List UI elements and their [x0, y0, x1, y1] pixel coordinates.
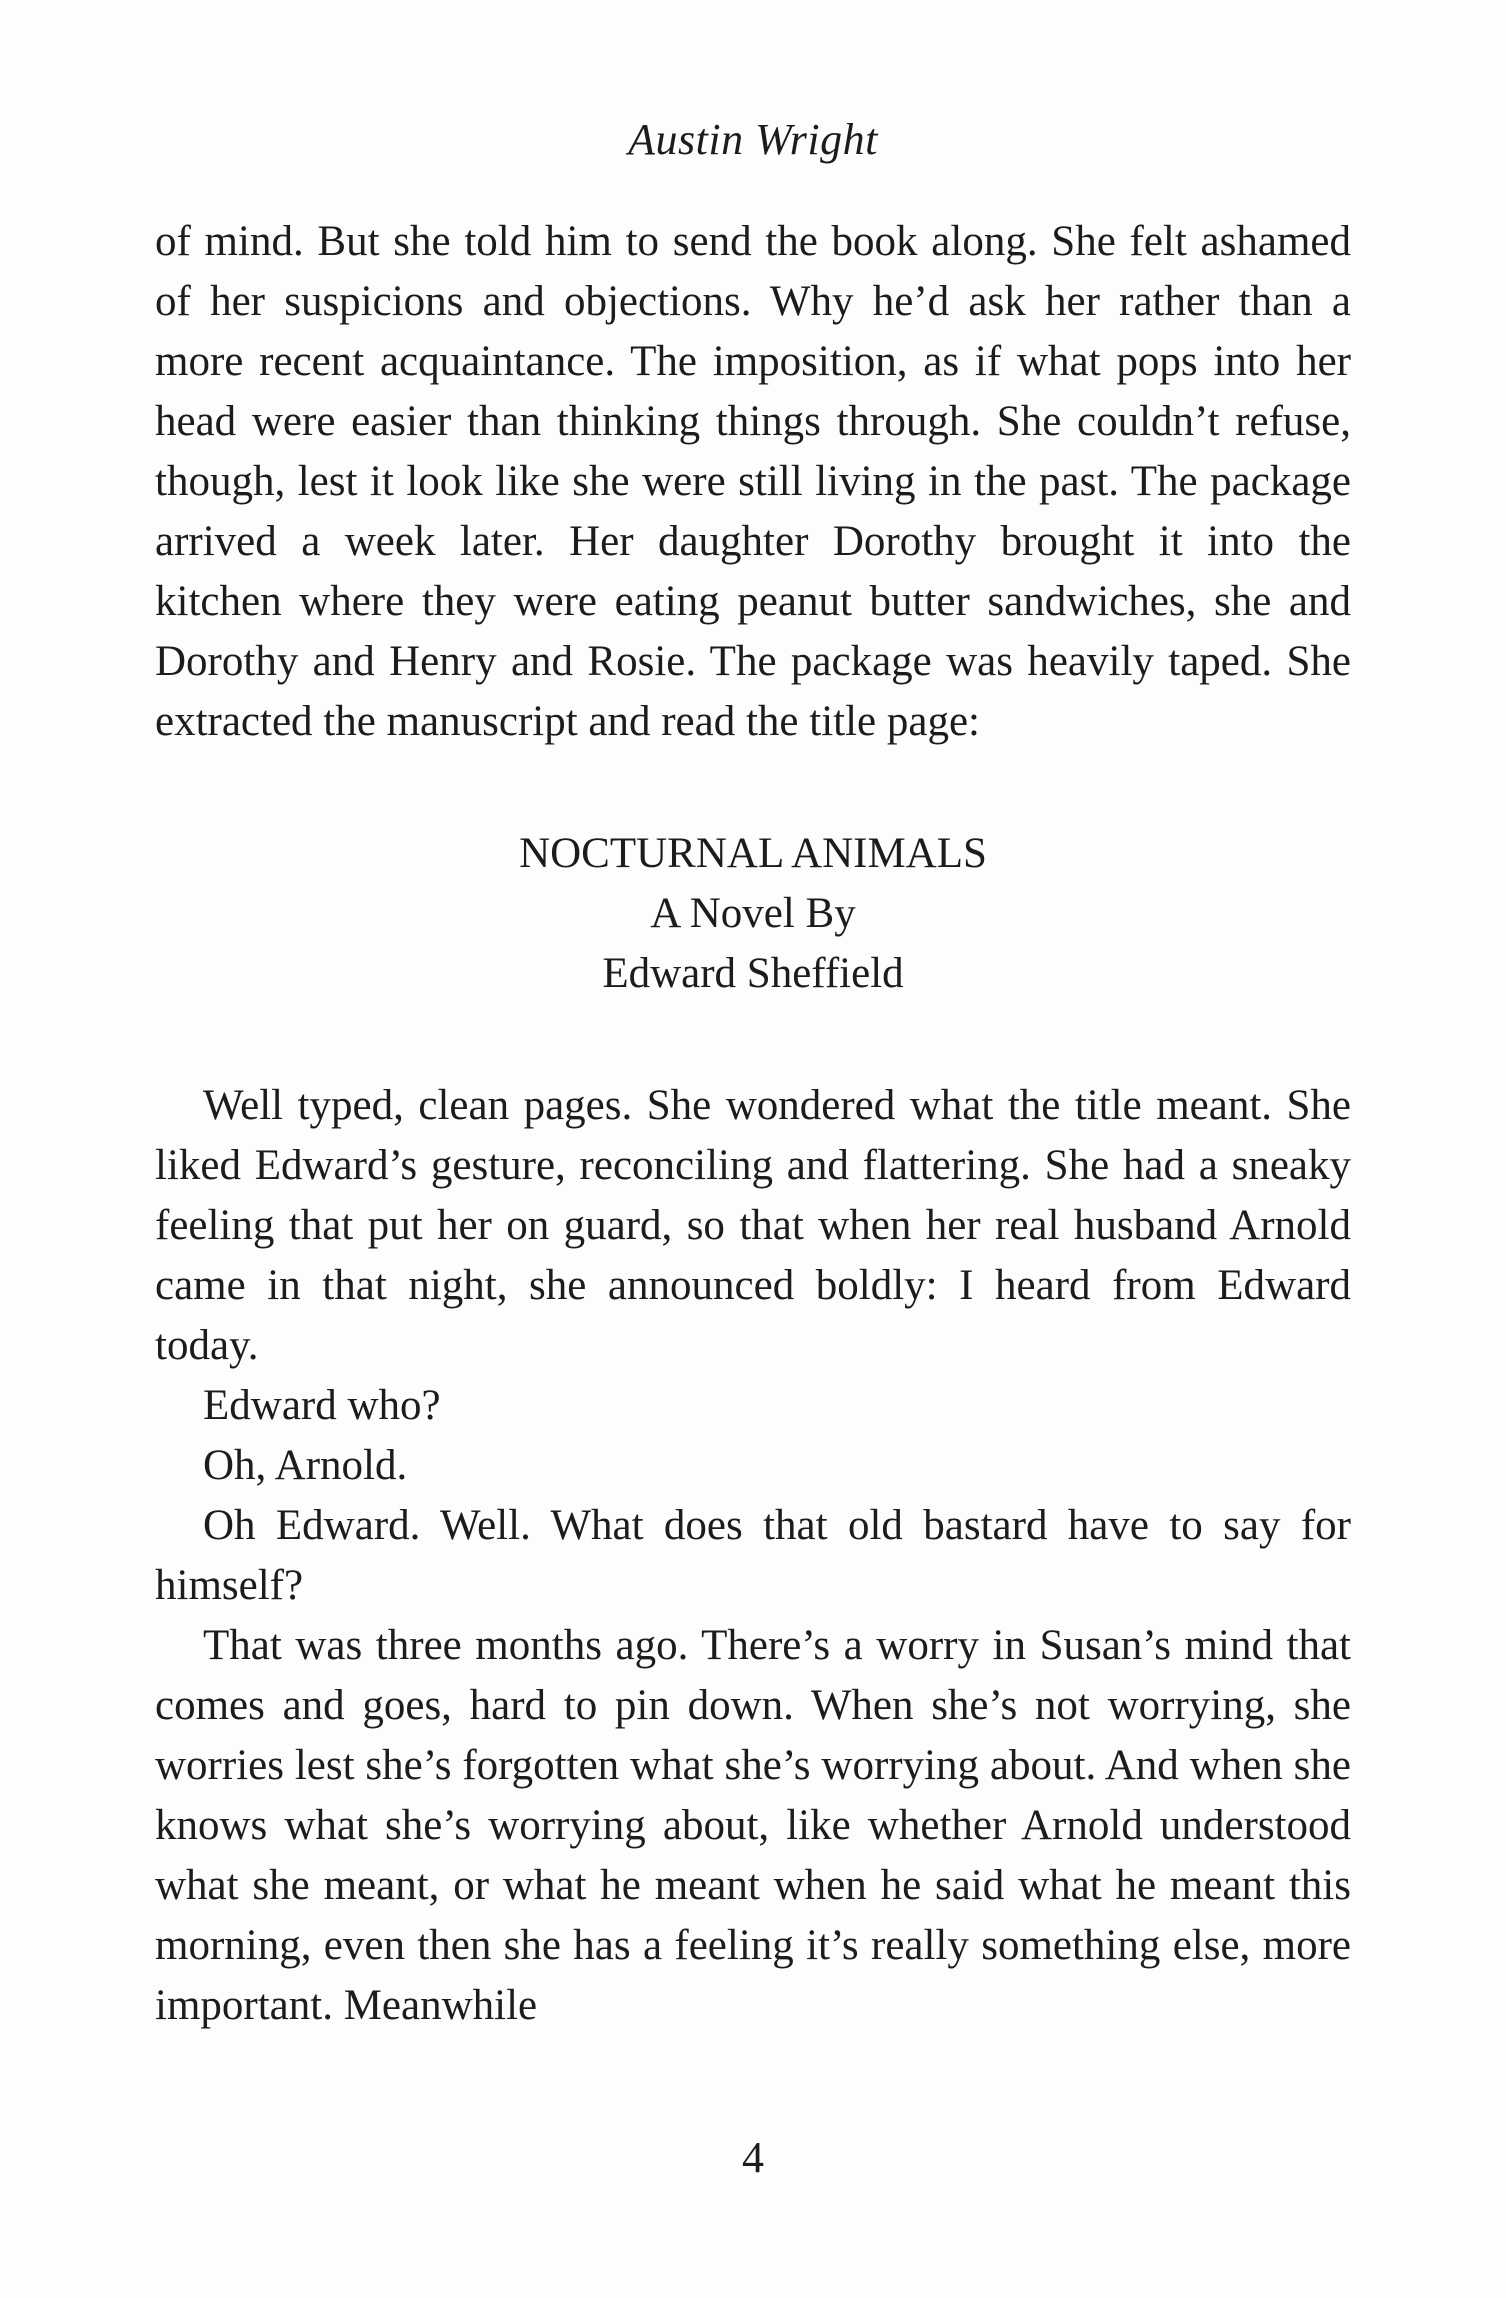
manuscript-title: NOCTURNAL ANIMALS: [519, 830, 987, 877]
paragraph-3: That was three months ago. There’s a worry in Susan’s mind that comes and goes, hard to pin down. When she’s not worrying, she worries lest she’s forgotten what she’s worrying about. And when she knows what she’s worrying about, like whether Arnold understood what she meant, or what he meant when he said what he meant this morning, even then she has a feeling it’s really something else, more important. Meanwhile: [155, 1622, 1351, 2029]
dialogue-line-3: Oh Edward. Well. What does that old bastard have to say for himself?: [155, 1502, 1351, 1609]
paragraph-1: of mind. But she told him to send the book along. She felt ashamed of her suspicions and objections. Why he’d ask her rather than a more recent acquaintance. The imposition, as if what pops into her head were easier than thinking things through. She couldn’t refuse, though, lest it look like she were still living in the past. The package arrived a week later. Her daughter Dorothy brought it into the kitchen where they were eating peanut butter sandwiches, she and Dorothy and Henry and Rosie. The package was heavily taped. She extracted the manuscript and read the title page:: [155, 218, 1351, 745]
paragraph-2: Well typed, clean pages. She wondered what the title meant. She liked Edward’s gesture, reconciling and flattering. She had a sneaky feeling that put her on guard, so that when her real husband Arnold came in that night, she announced boldly: I heard from Edward today.: [155, 1082, 1351, 1369]
page-number: 4: [742, 2133, 764, 2182]
dialogue-line-1: Edward who?: [203, 1382, 441, 1429]
dialogue-line-2: Oh, Arnold.: [203, 1442, 408, 1489]
running-head: Austin Wright: [628, 115, 878, 164]
page-text: [155, 212, 1351, 2036]
manuscript-author: Edward Sheffield: [602, 950, 904, 997]
manuscript-title-page: [155, 824, 1351, 1004]
manuscript-subtitle: A Novel By: [650, 890, 856, 937]
